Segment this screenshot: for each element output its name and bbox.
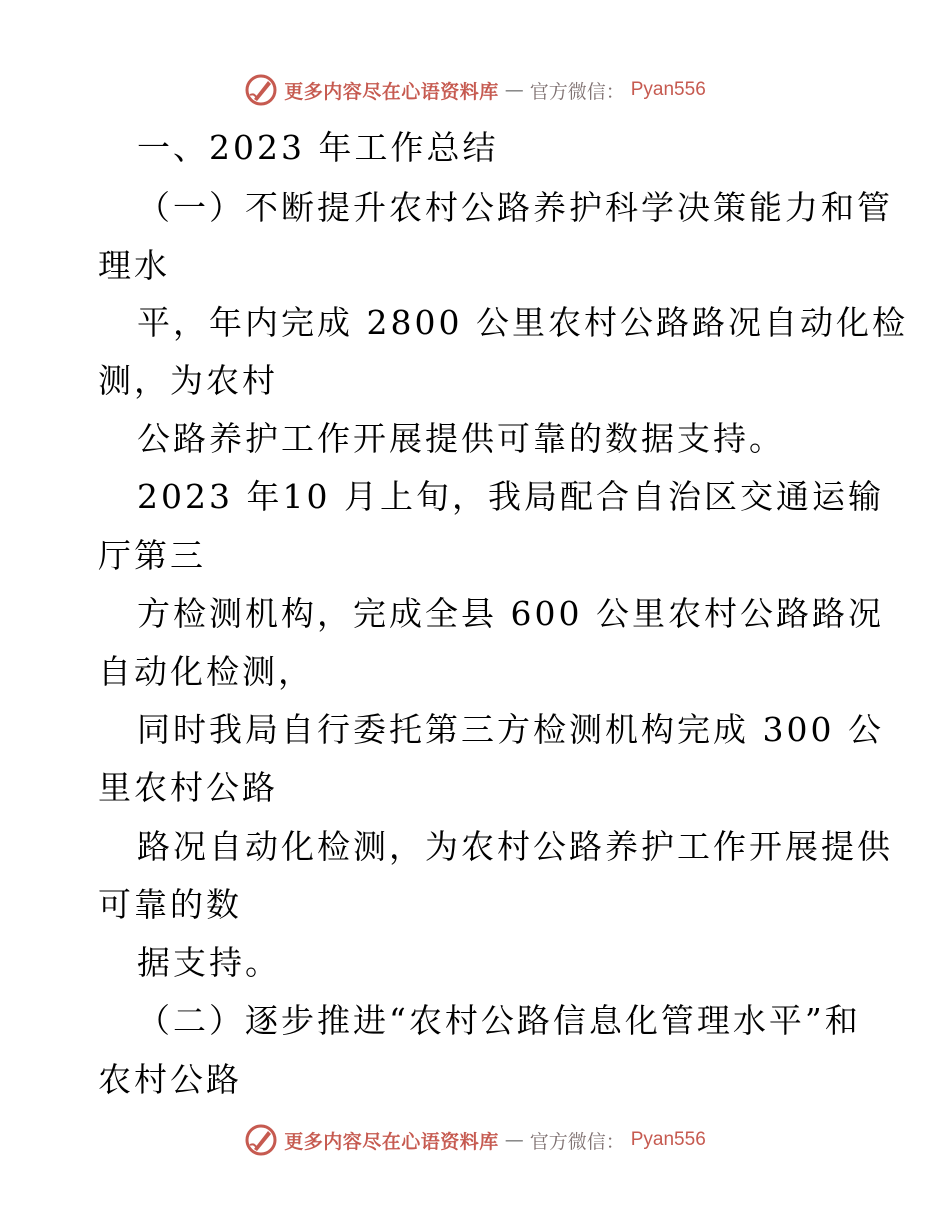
text-line: 平，年内完成 2800 公里农村公路路况自动化检 — [137, 303, 908, 342]
subsection-heading: （一）不断提升农村公路养护科学决策能力和管 — [137, 188, 893, 227]
watermark-site-text: 更多内容尽在心语资料库 — [284, 80, 499, 103]
text-line: 2023 年10 月上旬，我局配合自治区交通运输 — [137, 477, 884, 516]
watermark-site-text: 更多内容尽在心语资料库 — [284, 1130, 499, 1153]
watermark-wechat-id: Pyan556 — [630, 79, 706, 100]
header-watermark — [0, 70, 950, 110]
text-line: 可靠的数 — [98, 885, 242, 924]
text-line: 方检测机构，完成全县 600 公里农村公路路况 — [137, 594, 884, 633]
text-line: 厅第三 — [98, 536, 206, 575]
subsection-heading: （二）逐步推进“农村公路信息化管理水平”和 — [137, 1001, 861, 1040]
quill-pen-logo-icon — [244, 1123, 278, 1157]
watermark-wechat-label: 官方微信： — [529, 1130, 625, 1153]
watermark-wechat-id: Pyan556 — [630, 1129, 706, 1150]
watermark-separator: — — [504, 1129, 524, 1151]
text-line: 公路养护工作开展提供可靠的数据支持。 — [137, 419, 785, 458]
text-line: 同时我局自行委托第三方检测机构完成 300 公 — [137, 710, 884, 749]
watermark-separator: — — [504, 79, 524, 101]
quill-pen-logo-icon — [244, 73, 278, 107]
watermark-wechat-label: 官方微信： — [529, 80, 625, 103]
text-line: 里农村公路 — [98, 768, 278, 807]
text-line: 自动化检测， — [98, 652, 314, 691]
footer-watermark — [0, 1120, 950, 1160]
text-line: 农村公路 — [98, 1060, 242, 1099]
text-line: 据支持。 — [137, 943, 281, 982]
text-line: 测，为农村 — [98, 361, 278, 400]
section-heading: 一、2023 年工作总结 — [137, 128, 499, 167]
text-line: 路况自动化检测，为农村公路养护工作开展提供 — [137, 827, 893, 866]
text-line: 理水 — [98, 246, 170, 285]
